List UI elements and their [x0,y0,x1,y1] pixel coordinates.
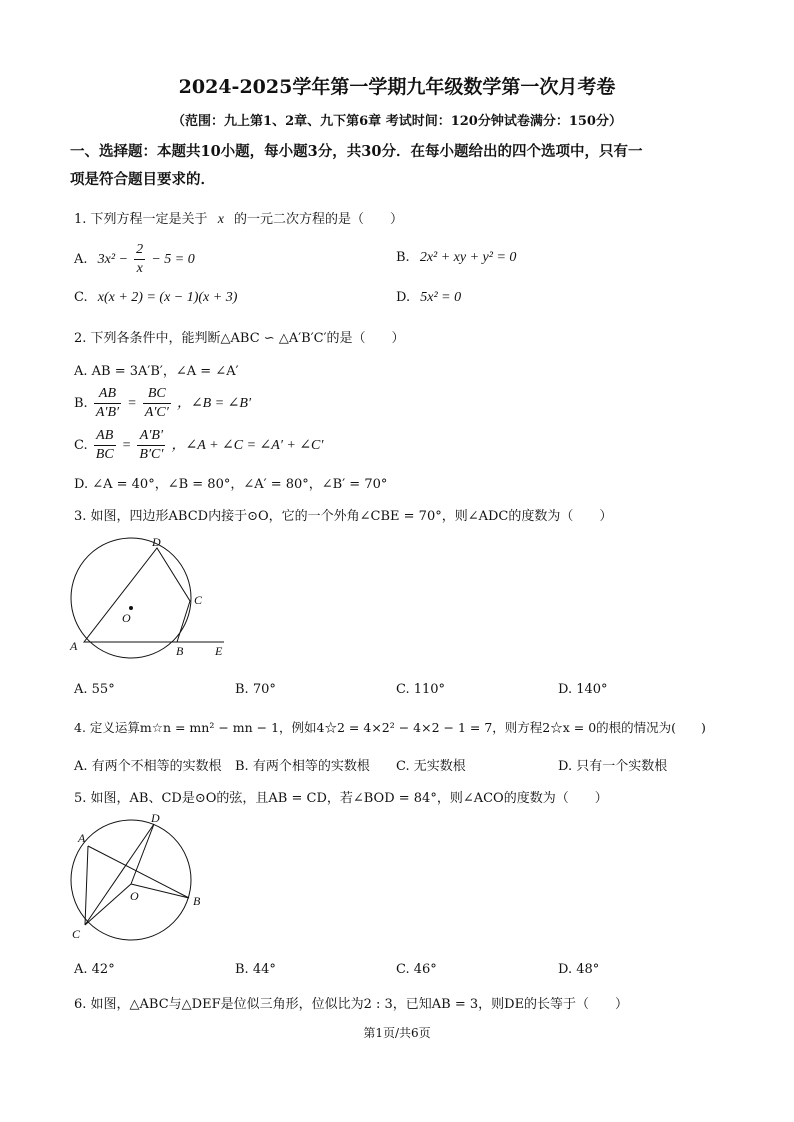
equals-sign: = [127,396,137,411]
label-a: A [78,831,86,845]
q1-option-a[interactable] [74,241,195,278]
section-heading-line1: 一、选择题：本题共10小题，每小题3分，共30分．在每小题给出的四个选项中，只有一 [70,143,643,160]
q2-option-c-tail: ，∠A + ∠C = ∠A′ + ∠C′ [171,438,324,453]
q4-option-c[interactable]: C. 无实数根 [396,759,466,774]
exam-subtitle: （范围：九上第1、2章、九下第6章 考试时间：120分钟试卷满分：150分） [172,114,622,129]
question-3: 3. 如图，四边形ABCD内接于⊙O，它的一个外角∠CBE = 70°，则∠ADC的度数为（ ） [74,509,613,524]
q1-option-a-fraction [134,241,145,278]
option-label: C. [74,438,88,453]
label-a: A [70,639,78,653]
q2-option-b-tail: ，∠B = ∠B′ [176,396,252,411]
fraction-numerator: A′B′ [137,427,165,446]
q5-option-b[interactable]: B. 44° [235,962,276,977]
question-1 [74,208,403,228]
fraction-numerator: AB [94,427,116,446]
option-label: C. [74,290,88,305]
label-d: D [151,812,160,825]
label-b: B [193,894,201,908]
q3-option-d[interactable]: D. 140° [558,682,608,697]
segment-od [131,824,154,884]
q1-option-b[interactable] [396,250,516,266]
q2-option-b[interactable] [74,385,251,422]
fraction-numerator: 2 [134,241,145,260]
q3-option-c[interactable]: C. 110° [396,682,446,697]
label-o: O [130,889,139,903]
q1-option-a-right: − 5 = 0 [151,252,195,267]
equals-sign: = [121,438,132,453]
center-point [129,606,133,610]
question-4: 4. 定义运算m☆n = mn² − mn − 1，例如4☆2 = 4×2² − 4×2 − 1 = 7，则方程2☆x = 0的根的情况为( ) [74,720,706,735]
q1-option-d-text: 5x² = 0 [420,290,462,305]
question-2: 2. 下列各条件中，能判断△ABC ∽ △A′B′C′的是（ ） [74,331,405,346]
section-heading-line2: 项是符合题目要求的． [70,171,215,188]
label-c: C [72,927,81,941]
label-c: C [194,593,203,607]
q5-option-c[interactable]: C. 46° [396,962,437,977]
q3-option-a[interactable]: A. 55° [74,682,115,697]
segment-oc [85,884,131,925]
q4-option-b[interactable]: B. 有两个相等的实数根 [235,759,370,774]
page-footer: 第1页/共6页 [363,1026,431,1040]
q5-option-d[interactable]: D. 48° [558,962,600,977]
q2-option-a[interactable]: A. AB = 3A′B′，∠A = ∠A′ [74,364,239,379]
q1-option-d[interactable] [396,290,461,306]
option-label: A. [74,252,88,267]
question-1-stem-b: 的一元二次方程的是（ ） [234,212,404,227]
fraction-denominator: A′B′ [95,405,120,420]
option-label: D. [396,290,411,305]
label-b: B [176,644,184,658]
fraction-numerator: AB [94,385,121,404]
label-d: D [152,535,161,549]
q5-option-a[interactable]: A. 42° [74,962,115,977]
fraction-denominator: BC [95,447,114,462]
question-1-variable: x [217,212,224,227]
segment-ac [85,846,88,925]
fraction-numerator: BC [143,385,171,404]
q2-option-b-fraction-1 [94,385,121,422]
option-label: B. [396,250,410,265]
q2-option-b-fraction-2 [143,385,171,422]
q1-option-c[interactable] [74,290,237,306]
q4-option-d[interactable]: D. 只有一个实数根 [558,759,668,774]
label-e: E [215,644,223,658]
q3-circle-figure [64,532,234,662]
q1-option-b-text: 2x² + xy + y² = 0 [419,250,517,265]
label-o: O [122,611,131,625]
q2-option-c-fraction-1 [94,427,116,464]
fraction-denominator: A′C′ [144,405,169,420]
fraction-denominator: B′C′ [139,447,164,462]
q4-option-a[interactable]: A. 有两个不相等的实数根 [74,759,222,774]
q2-option-c-fraction-2 [137,427,165,464]
fraction-denominator: x [136,261,143,276]
question-1-stem-a: 1. 下列方程一定是关于 [74,212,208,227]
option-label: B. [74,396,88,411]
q3-option-b[interactable]: B. 70° [235,682,276,697]
question-6: 6. 如图，△ABC与△DEF是位似三角形，位似比为2 : 3，已知AB = 3，则DE的长等于（ ） [74,997,629,1012]
q1-option-c-text: x(x + 2) = (x − 1)(x + 3) [97,290,238,305]
q2-option-d[interactable]: D. ∠A = 40°，∠B = 80°，∠A′ = 80°，∠B′ = 70° [74,477,388,492]
circle-o [71,538,191,658]
question-5: 5. 如图，AB、CD是⊙O的弦，且AB = CD，若∠BOD = 84°，则∠ACO的度数为（ ） [74,791,608,806]
q1-option-a-left: 3x² − [97,252,129,267]
q5-circle-figure [64,812,214,947]
q2-option-c[interactable] [74,427,323,464]
page-title: 2024-2025学年第一学期九年级数学第一次月考卷 [178,76,616,98]
segment-ob [131,884,189,898]
quadrilateral-abcd [84,548,190,642]
